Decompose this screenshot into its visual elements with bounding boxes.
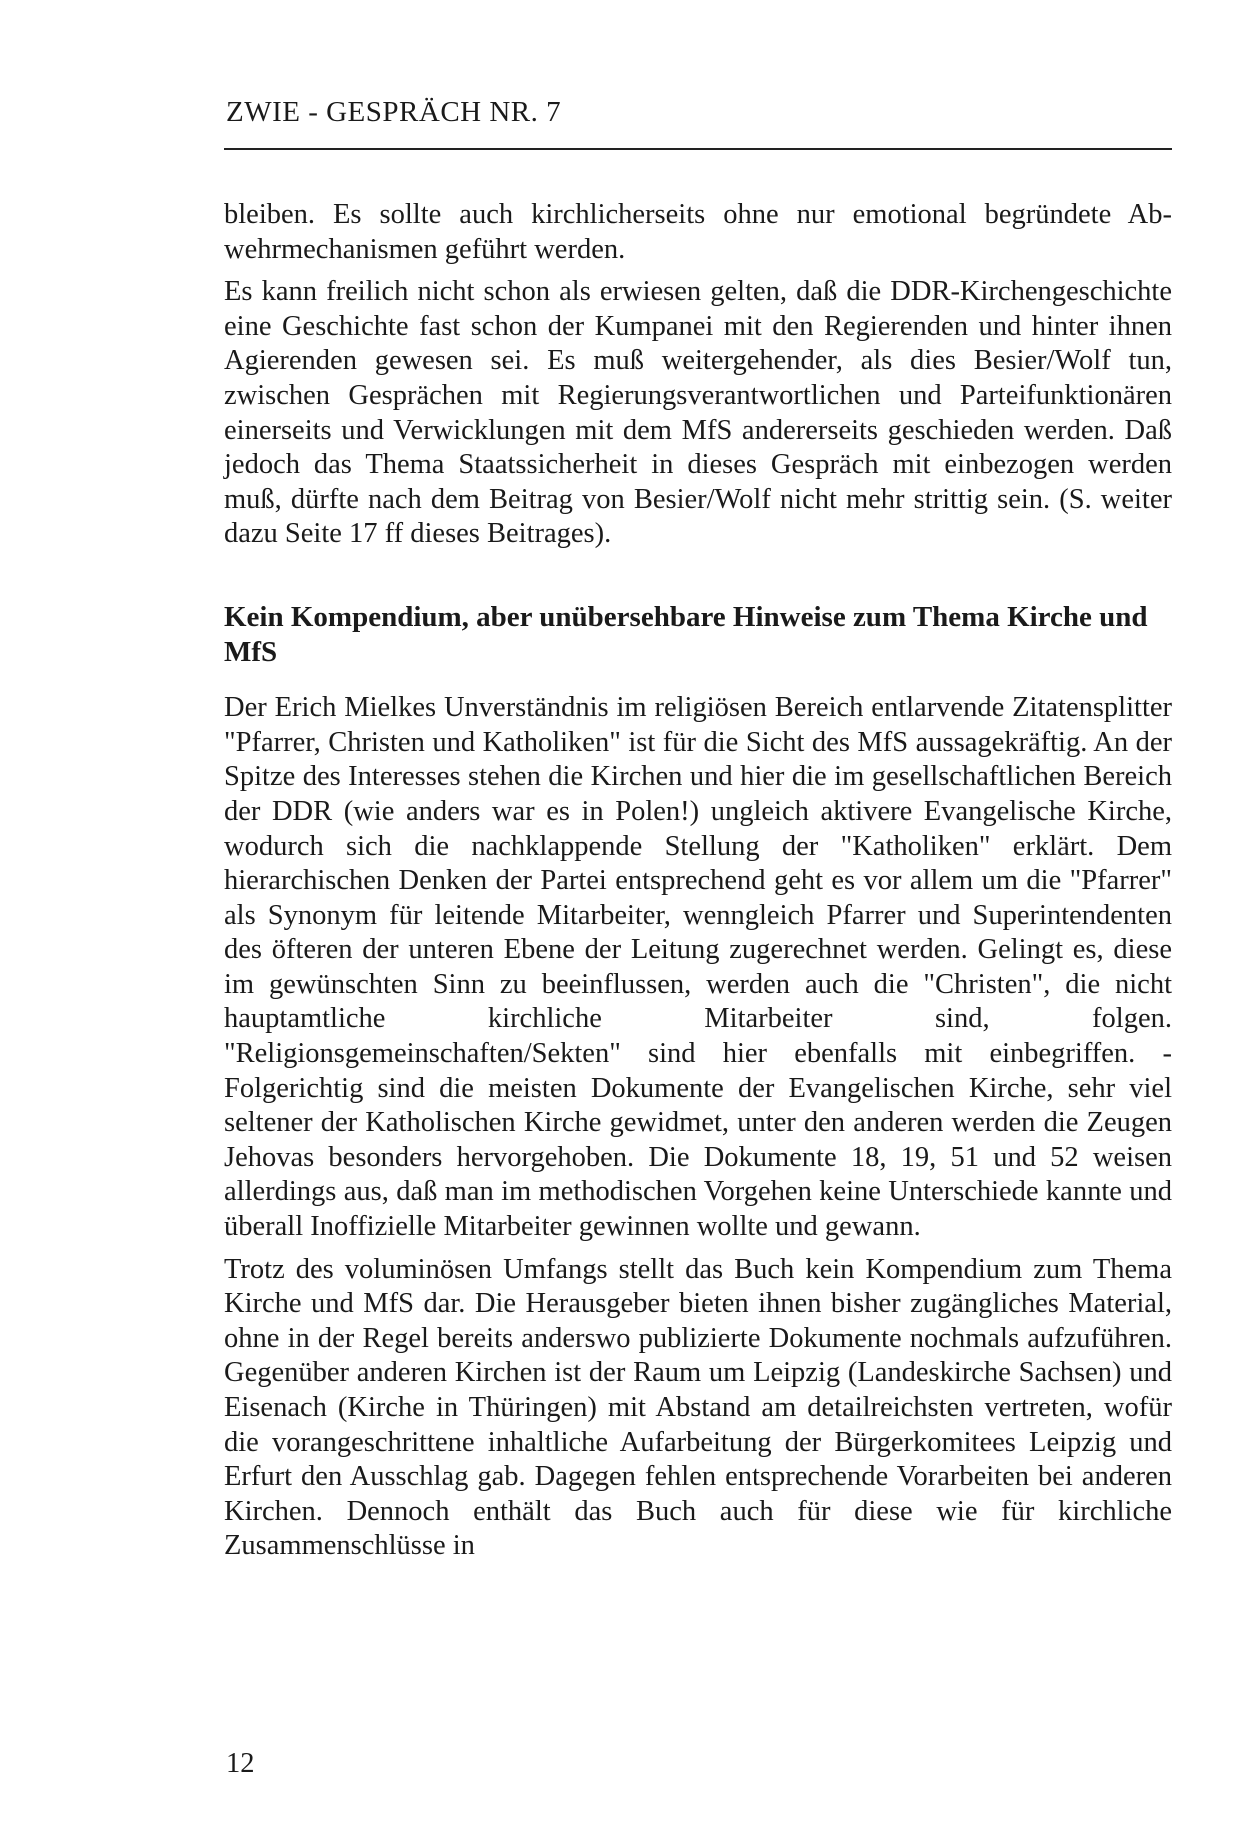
section-heading: Kein Kompendium, aber unübersehbare Hinweise zum Thema Kirche und MfS [224, 600, 1148, 668]
paragraph: Der Erich Mielkes Unverständnis im religiösen Bereich entlarvende Zitatensplitter "Pfarrer, Christen und Katholiken" ist für die Sicht des MfS aussagekräftig. An der Spitze des Interesses stehen die Kirchen und hier die im gesellschaftlichen Bereich der DDR (wie anders war es in Polen!) ungleich aktivere Evangelische Kirche, wodurch sich die nachklappende Stellung der "Katholiken" erklärt. Dem hierarchischen Denken der Partei entsprechend geht es vor allem um die "Pfarrer" als Synonym für leitende Mitarbeiter, wenngleich Pfarrer und Superintendenten des öfteren der unteren Ebene der Leitung zugerechnet werden. Gelingt es, diese im gewünschten Sinn zu beeinflussen, werden auch die "Christen", die nicht hauptamtliche kirchliche Mitarbeiter sind, folgen. "Religionsgemeinschaften/Sekten" sind hier ebenfalls mit einbegriffen. - Folgerichtig sind die meisten Dokumente der Evangelischen Kirche, sehr viel seltener der Katholischen Kirche gewidmet, unter den anderen werden die Zeugen Jehovas besonders hervorgehoben. Die Dokumente 18, 19, 51 und 52 weisen allerdings aus, daß man im methodischen Vorgehen keine Unterschiede kannte und überall Inoffizielle Mitarbeiter gewinnen wollte und gewann. [224, 692, 1172, 1243]
page-number: 12 [226, 1748, 255, 1779]
header-rule [224, 148, 1172, 150]
paragraph: Es kann freilich nicht schon als erwiesen gelten, daß die DDR-Kirchengeschichte eine Geschichte fast schon der Kumpanei mit den Regierenden und hinter ihnen Agierenden gewesen sei. Es muß weitergehender, als dies Besier/Wolf tun, zwischen Gesprächen mit Regierungsverantwortlichen und Parteifunktionären einerseits und Verwicklungen mit dem MfS andererseits geschieden werden. Daß jedoch das Thema Staatssicherheit in dieses Gespräch mit einbezogen werden muß, dürfte nach dem Beitrag von Besier/Wolf nicht mehr strittig sein. (S. weiter dazu Seite 17 ff dieses Beitrages). [224, 276, 1172, 550]
section-kompendium [224, 600, 1172, 1564]
body-text [224, 198, 1172, 1564]
paragraph: Trotz des voluminösen Umfangs stellt das Buch kein Kompendium zum Thema Kirche und MfS dar. Die Herausgeber bieten ihnen bisher zugängliches Material, ohne in der Regel bereits anderswo publizierte Dokumente nochmals aufzuführen. Gegenüber anderen Kirchen ist der Raum um Leipzig (Landeskirche Sachsen) und Eisenach (Kirche in Thüringen) mit Abstand am detailreichsten vertreten, wofür die vorangeschrittene inhaltliche Aufarbeitung der Bürgerkomitees Leipzig und Erfurt den Ausschlag gab. Dagegen fehlen entsprechende Vorarbeiten bei anderen Kirchen. Dennoch enthält das Buch auch für diese wie für kirchliche Zusammenschlüsse in [224, 1253, 1172, 1562]
running-header: ZWIE - GESPRÄCH NR. 7 [226, 96, 562, 128]
paragraph-continuation: bleiben. Es sollte auch kirchlicherseits ohne nur emotional begründete Abwehrmechanismen geführt werden. [224, 199, 1172, 265]
